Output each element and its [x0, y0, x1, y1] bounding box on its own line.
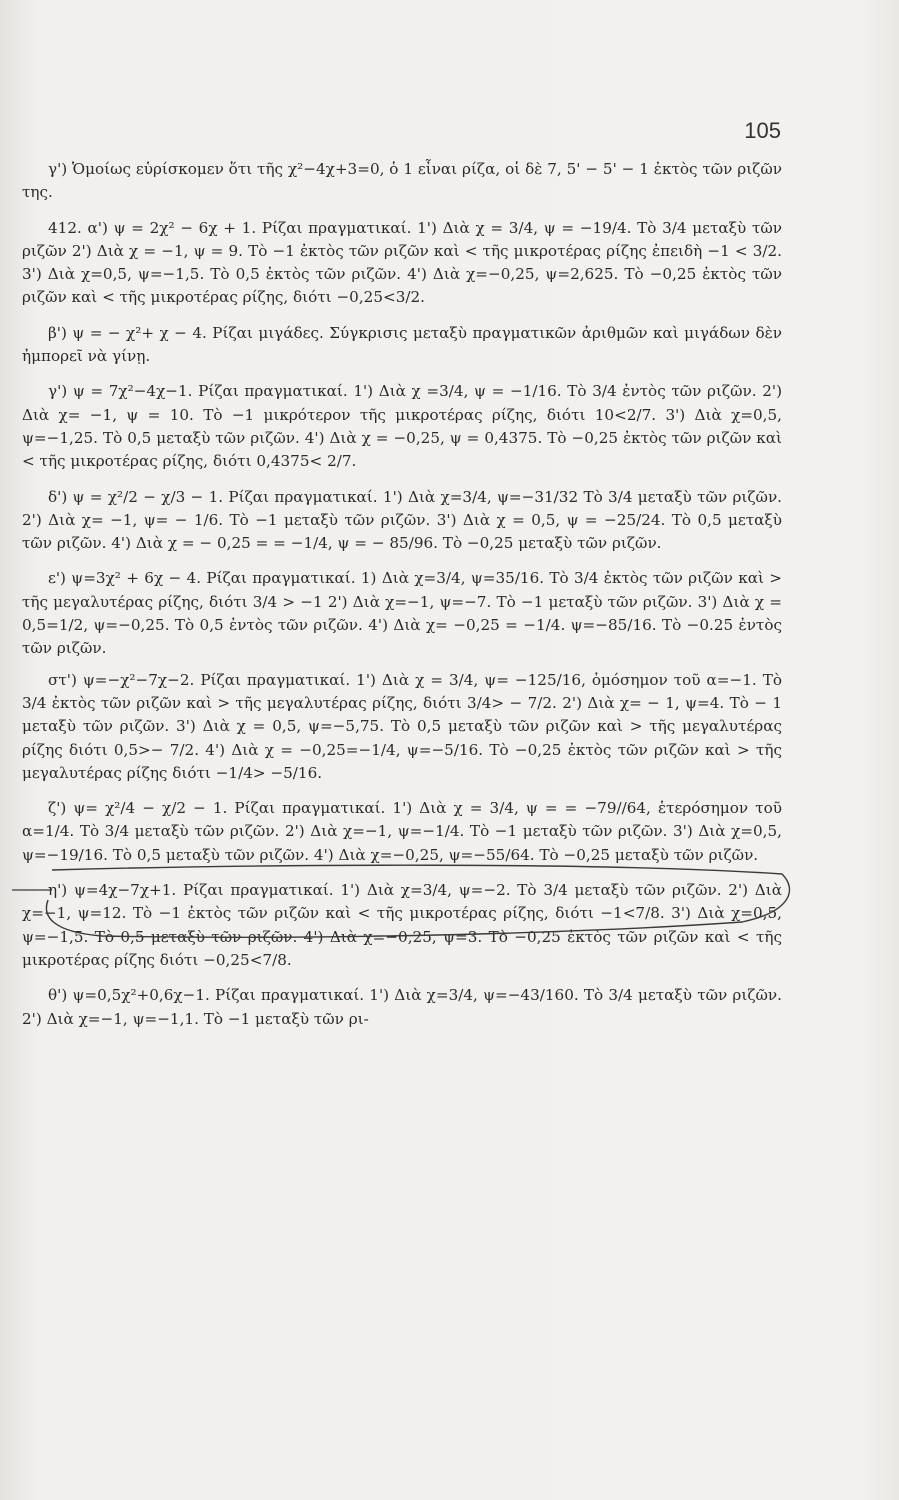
paragraph-delta: δ') ψ = χ²/2 − χ/3 − 1. Ρίζαι πραγματικαί. 1') Διὰ χ=3/4, ψ=−31/32 Τὸ 3/4 μεταξὺ τῶν ριζῶν. 2') Διὰ χ= −1, ψ= − 1/6. Τὸ −1 μεταξὺ τῶν ριζῶν. 3') Διὰ χ = 0,5, ψ = −25/24. Τὸ 0,5 μεταξὺ τῶν ριζῶν. 4') Διὰ χ = − 0,25 = = −1/4, ψ = − 85/96. Τὸ −0,25 μεταξὺ τῶν ριζῶν. [22, 487, 782, 553]
paragraph-412-alpha: 412. α') ψ = 2χ² − 6χ + 1. Ρίζαι πραγματικαί. 1') Διὰ χ = 3/4, ψ = −19/4. Τὸ 3/4 μεταξὺ τῶν ριζῶν 2') Διὰ χ = −1, ψ = 9. Τὸ −1 ἐκτὸς τῶν ριζῶν καὶ < τῆς μικροτέρας ρίζης ἐπειδὴ −1 < 3/2. 3') Διὰ χ=0,5, ψ=−1,5. Τὸ 0,5 ἐκτὸς τῶν ριζῶν. 4') Διὰ χ=−0,25, ψ=2,625. Τὸ −0,25 ἐκτὸς τῶν ριζῶν καὶ < τῆς μικροτέρας ρίζης, διότι −0,25<3/2. [22, 218, 782, 307]
paragraph-stigma: στ') ψ=−χ²−7χ−2. Ρίζαι πραγματικαί. 1') Διὰ χ = 3/4, ψ= −125/16, ὁμόσημον τοῦ α=−1. Τὸ 3/4 ἐκτὸς τῶν ριζῶν καὶ > τῆς μεγαλυτέρας ρίζης, διότι 3/4> − 7/2. 2') Διὰ χ= − 1, ψ=4. Τὸ − 1 μεταξὺ τῶν ριζῶν. 3') Διὰ χ = 0,5, ψ=−5,75. Τὸ 0,5 μεταξὺ τῶν ριζῶν καὶ > τῆς μεγαλυτέρας ρίζης διότι 0,5>− 7/2. 4') Διὰ χ = −0,25=−1/4, ψ=−5/16. Τὸ −0,25 ἐκτὸς τῶν ριζῶν καὶ > τῆς μεγαλυτέρας ρίζης διότι −1/4> −5/16. [22, 670, 782, 782]
paragraph-zeta: ζ') ψ= χ²/4 − χ/2 − 1. Ρίζαι πραγματικαί. 1') Διὰ χ = 3/4, ψ = = −79//64, ἑτερόσημον τοῦ α=1/4. Τὸ 3/4 μεταξὺ τῶν ριζῶν. 2') Διὰ χ=−1, ψ=−1/4. Τὸ −1 μεταξὺ τῶν ριζῶν. 3') Διὰ χ=0,5, ψ=−19/16. Τὸ 0,5 μεταξὺ τῶν ριζῶν. 4') Διὰ χ=−0,25, ψ=−55/64. Τὸ −0,25 μεταξὺ τῶν ριζῶν. [22, 799, 782, 864]
page-number: 105 [744, 118, 781, 143]
paragraph-eta: η') ψ=4χ−7χ+1. Ρίζαι πραγματικαί. 1') Διὰ χ=3/4, ψ=−2. Τὸ 3/4 μεταξὺ τῶν ριζῶν. 2') Διὰ χ=−1, ψ=12. Τὸ −1 ἐκτὸς τῶν ριζῶν καὶ < τῆς μικροτέρας ρίζης, διότι −1<7/8. 3') Διὰ χ=0,5, ψ=−1,5. Τὸ 0,5 μεταξὺ τῶν ριζῶν. 4') Διὰ χ=−0,25, ψ=3. Τὸ −0,25 ἐκτὸς τῶν ριζῶν καὶ < τῆς μικροτέρας ρίζης διότι −0,25<7/8. [22, 881, 782, 969]
page-body [22, 158, 782, 1031]
paragraph-theta: θ') ψ=0,5χ²+0,6χ−1. Ρίζαι πραγματικαί. 1') Διὰ χ=3/4, ψ=−43/160. Τὸ 3/4 μεταξὺ τῶν ριζῶν. 2') Διὰ χ=−1, ψ=−1,1. Τὸ −1 μεταξὺ τῶν ρι- [22, 986, 782, 1028]
paragraph-gamma-prev: γ') Ὁμοίως εὑρίσκομεν ὅτι τῆς χ²−4χ+3=0, ὁ 1 εἶναι ρίζα, οἱ δὲ 7, 5' − 5' − 1 ἐκτὸς τῶν ριζῶν της. [22, 160, 782, 202]
paragraph-gamma: γ') ψ = 7χ²−4χ−1. Ρίζαι πραγματικαί. 1') Διὰ χ =3/4, ψ = −1/16. Τὸ 3/4 ἐντὸς τῶν ριζῶν. 2') Διὰ χ= −1, ψ = 10. Τὸ −1 μικρότερον τῆς μικροτέρας ρίζης, διότι 10<2/7. 3') Διὰ χ=0,5, ψ=−1,25. Τὸ 0,5 μεταξὺ τῶν ριζῶν. 4') Διὰ χ = −0,25, ψ = 0,4375. Τὸ −0,25 ἐκτὸς τῶν ριζῶν καὶ < τῆς μικροτέρας ρίζης, διότι 0,4375< 2/7. [22, 382, 782, 471]
paragraph-beta: β') ψ = − χ²+ χ − 4. Ρίζαι μιγάδες. Σύγκρισις μεταξὺ πραγματικῶν ἀριθμῶν καὶ μιγάδων δὲν ἠμπορεῖ νὰ γίνῃ. [22, 323, 782, 366]
paragraph-epsilon: ε') ψ=3χ² + 6χ − 4. Ρίζαι πραγματικαί. 1) Διὰ χ=3/4, ψ=35/16. Τὸ 3/4 ἐκτὸς τῶν ριζῶν καὶ > τῆς μεγαλυτέρας ρίζης, διότι 3/4 > −1 2') Διὰ χ=−1, ψ=−7. Τὸ −1 μεταξὺ τῶν ριζῶν. 3') Διὰ χ = 0,5=1/2, ψ=−0,25. Τὸ 0,5 ἐντὸς τῶν ριζῶν. 4') Διὰ χ= −0,25 = −1/4. ψ=−85/16. Τὸ −0.25 ἐντὸς τῶν ριζῶν. [22, 569, 782, 658]
